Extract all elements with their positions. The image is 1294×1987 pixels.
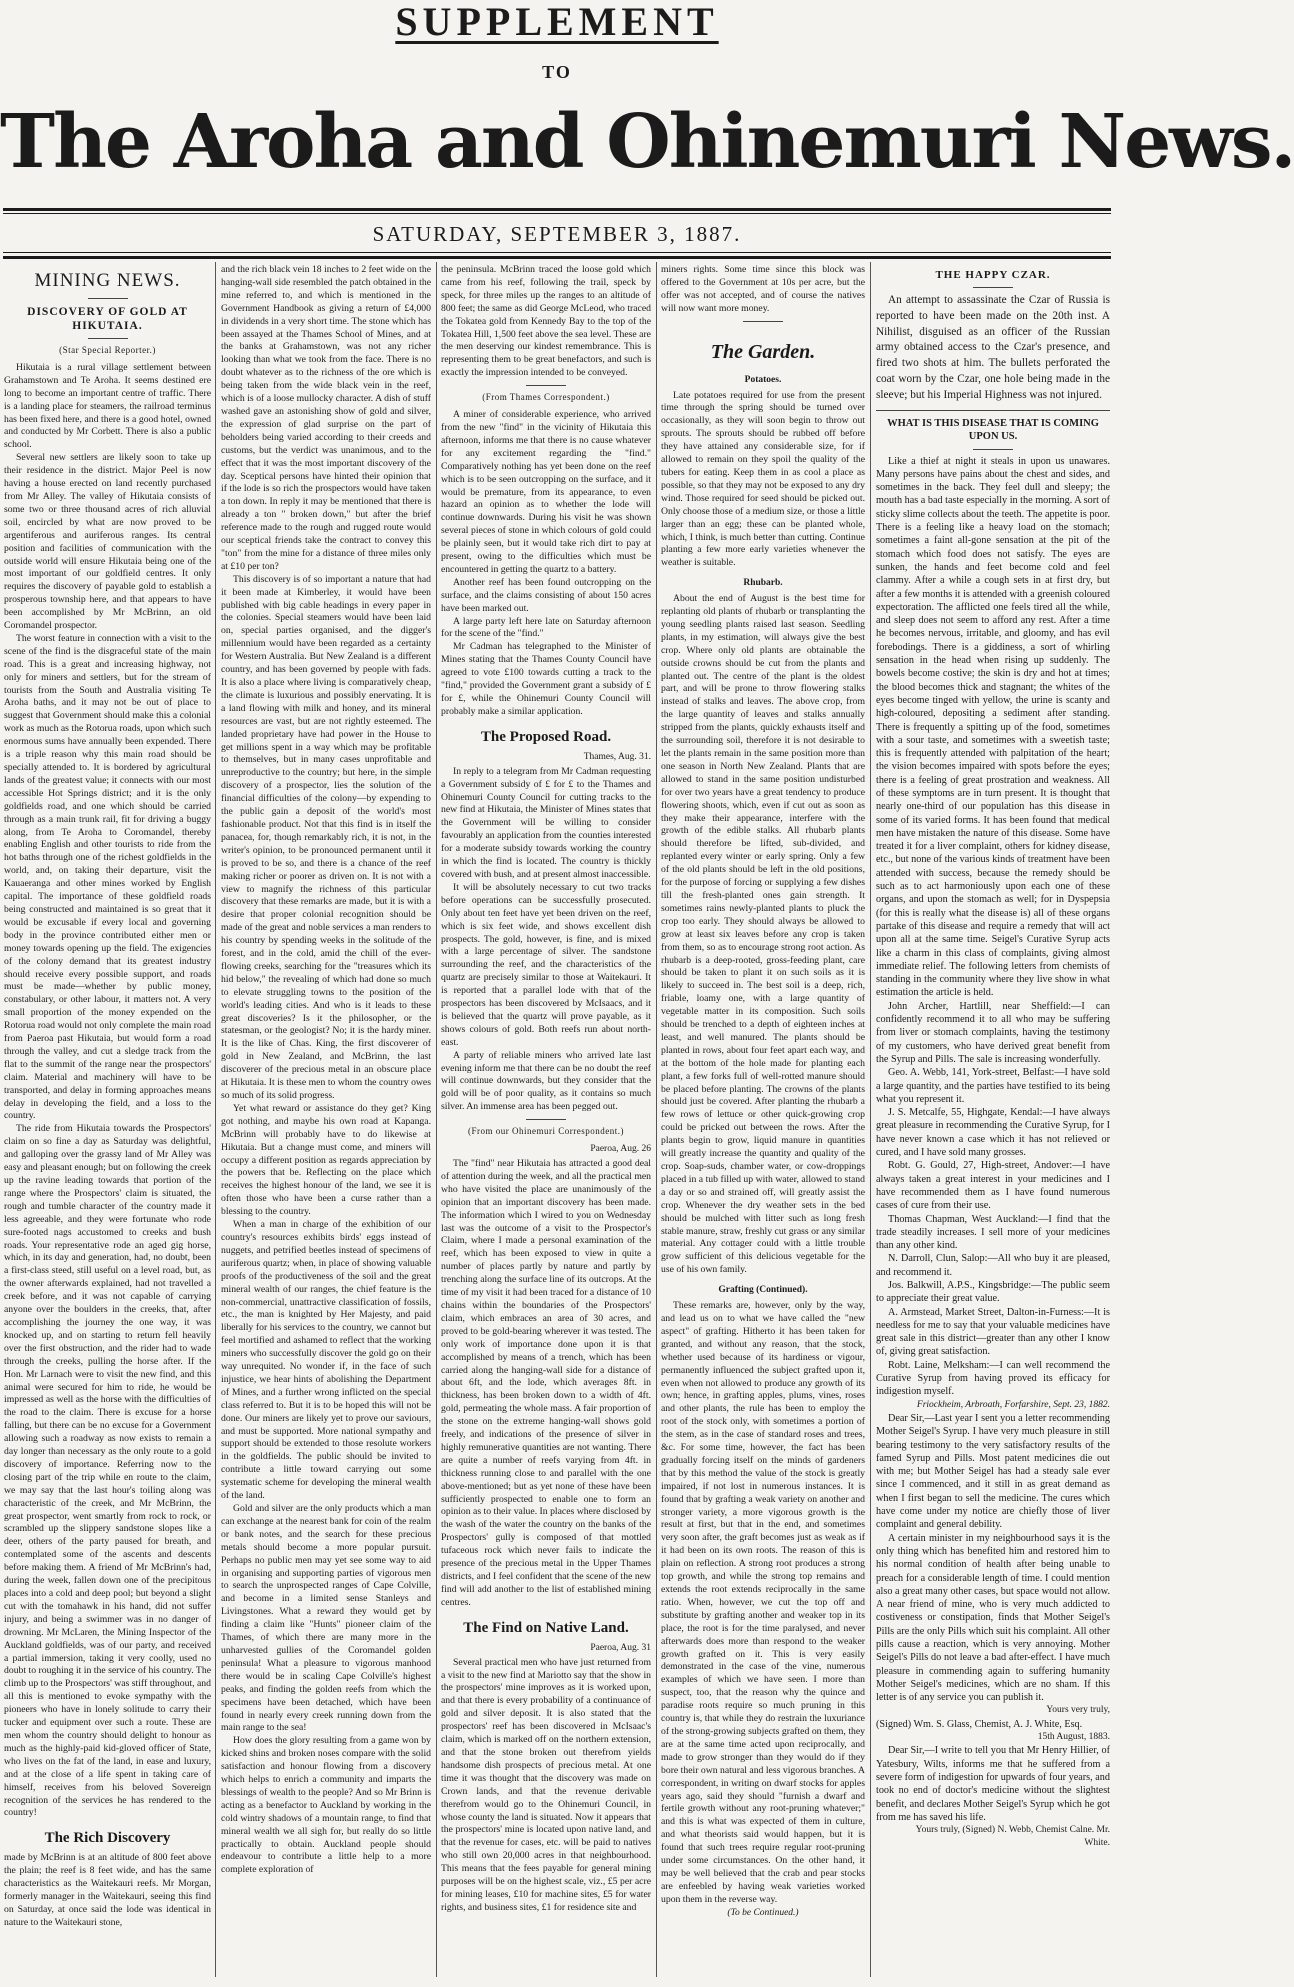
divider: [526, 1119, 566, 1120]
masthead-rule-top: [3, 208, 1111, 211]
paragraph: Yet what reward or assistance do they get? King got nothing, and maybe his own road at Kapanga. McBrinn will probably have to do likewise at Hikutaia. But a change must come, and miners will occupy a different position as regards appreciation by the powers that be. Reflecting on the place which receives the highest honour of the land, we see it is often those who have been a curse rather than a blessing to the country.: [221, 1102, 431, 1218]
paragraph: Dear Sir,—I write to tell you that Mr Henry Hillier, of Yatesbury, Wilts, informs me that he suffered from a severe form of indigestion for upwards of four years, and took no end of doctor's medicine without the slightest benefit, and declares Mother Seigel's Syrup which he got from me has saved his life.: [876, 1745, 1110, 1823]
article-heading: DISCOVERY OF GOLD AT HIKUTAIA.: [27, 306, 188, 332]
article-heading: WHAT IS THIS DISEASE THAT IS COMING UPON US.: [887, 417, 1099, 442]
paragraph: Gold and silver are the only products which a man can exchange at the nearest bank for coin of the realm or bank notes, and the search for these precious metals should become a more popular pursuit. Perhaps no public men may yet see some way to aid in organising and supporting parties of vigorous men to search the unprospected ranges of Cape Colville, and become in a limited sense Stanleys and Livingstones. What a reward they would get by finding a claim like "Hunts" pioneer claim of the Thames, of which there are many more in the unharvested gullies of the Coromandel golden peninsula! What a pleasure to vigorous manhood there would be in scaling Cape Colville's highest peaks, and finding the golden reefs from which the specimens have been detached, which have been found in nearly every creek running down from the main range to the sea!: [221, 1503, 431, 1734]
paragraph: Robt. Laine, Melksham:—I can well recommend the Curative Syrup from having proved its efficacy for indigestion myself.: [876, 1359, 1110, 1398]
letter-place-date: Friockheim, Arbroath, Forfarshire, Sept. 23, 1882.: [916, 1399, 1110, 1410]
paragraph: Another reef has been found outcropping on the surface, and the claims consisting of about 150 acres have been marked out.: [441, 576, 651, 614]
divider: [876, 410, 1110, 411]
byline: (Star Special Reporter.): [59, 345, 156, 355]
paragraph: and the rich black vein 18 inches to 2 feet wide on the hanging-wall side resembled the patch obtained in the mine referred to, and which is mentioned in the Government Handbook as giving a return of £4,000 in dividends in a very short time. The stone which has been assayed at the Thames School of Mines, and at the banks at Grahamstown, was not any richer looking than what we took from the face. There is no doubt whatever as to the richness of the ore which is being taken from the wide black vein in the reef, which is of a loose mullocky character. A dish of stuff washed gave an astonishing show of gold and silver, the expression of glad surprise on the part of beholders being varied according to their creeds and customs, but the verdict was unanimous, and to the effect that it was the most important discovery of the day. Sceptical persons have hinted their opinion that if the lode is so rich the prospectors would have taken a ton down. In reply it may be mentioned that there is already a ton " broken down," but after the brief reference made to the rough and rugged route would our sceptical friends take the contract to convey this "ton" from the mine for a distance of three miles only at £10 per ton?: [221, 264, 431, 572]
divider: [526, 385, 566, 386]
paragraph: A party of reliable miners who arrived late last evening inform me that there can be no doubt the reef will continue downwards, but they consider that the gold will be of poor quality, as it contains so much silver. An immense area has been pegged out.: [441, 1049, 651, 1113]
divider: [743, 321, 783, 322]
dateline-rule-bottom: [3, 256, 1111, 259]
paragraph: Late potatoes required for use from the present time through the spring should be turned over occasionally, as they will soon begin to throw out sprouts. The sprouts should be rubbed off before they have attained any considerable size, for if allowed to remain on they spoil the quality of the tubers for eating. Keep them in as cool a place as possible, so that they may not be exposed to any dry wind. Those required for seed should be picked out. Only choose those of a medium size, or those a little larger than an egg; these can be planted whole, which, I think, is much better than cutting. Continue planting a few more early varieties whenever the weather is suitable.: [661, 389, 865, 569]
paragraph: How does the glory resulting from a game won by kicked shins and broken noses compare with the solid satisfaction and honour flowing from a discovery which helps to enrich a community and imparts the blessings of wealth to the people? And so Mr Brinn is acting as a benefactor to Auckland by working in the cold wintry shadows of a mountain range, to find that mineral wealth we all sigh for, but really do so little practically to obtain. Auckland people should endeavour to contribute a little help to a more complete exploration of: [221, 1735, 431, 1876]
column-mining-news: [4, 264, 211, 1976]
subheading: The Proposed Road.: [480, 728, 612, 745]
paragraph: This discovery is of so important a nature that had it been made at Kimberley, it would have been published with big cable headings in every paper in the colonies. Special steamers would have been laid on, special parties organised, and the digger's millennium would have been regarded as a certainty for Western Australia. But New Zealand is a different country, and has been governed by people with fads. It is also a place where living is comparatively cheap, the climate is luxurious and possibly enervating. It is a land flowing with milk and honey, and its mineral resources are vast, but are not rightly esteemed. The landed proprietary have had power in the House to get millions spent in a way which may be profitable to themselves, but in many cases unprofitable and unreproductive to the country; but here, in the simple discovery of a prospector, lies the solution of the financial difficulties of the colony—by expending to the public gain a deposit of the world's most fashionable product. Not that this find is in itself the panacea, for, though remarkably rich, it is not, in the writer's opinion, to be pronounced permanent until it is proved to be so, and there is a chance of the reef making richer or poorer as driven on. It is not with a view to magnify the richness of this particular discovery that these remarks are made, but it is with a desire that proper colonial recognition should be made of the great and noble services a man renders to his country by spending weeks in the solitude of the forest, and in the cold, amid the chill of the ever-flowing creeks, searching for the "treasures which its hid below," the revealing of which had done so much to elevate struggling towns to the position of the world's leading cities. And who is it leads to these great discoveries? Is it the philosopher, or the statesman, or the geologist? No; it is the hardy miner. It is the like of Chas. King, the first discoverer of gold in New Zealand, and McBrinn, the last discoverer of the precious metal in an obscure place at Hikutaia. It is these men to whom the country owes so much of its solid progress.: [221, 573, 431, 1101]
divider: [88, 338, 128, 339]
paragraph: An attempt to assassinate the Czar of Russia is reported to have been made on the 20th inst. A Nihilist, disguised as an officer of the Russian army obtained access to the Czar's presence, and fired two shots at him. The bullets perforated the coat worn by the Czar, one hole being made in the sleeve; but his Imperial Highness was not injured.: [876, 294, 1110, 401]
paragraph: John Archer, Hartlill, near Sheffield:—I can confidently recommend it to all who may be suffering from liver or stomach complaints, having the testimony of my customers, who have derived great benefit from the Syrup and Pills. The sale is increasing wonderfully.: [876, 1000, 1110, 1065]
dateline-rule-thin: [3, 252, 1111, 253]
masthead: The Aroha and Ohinemuri News.: [0, 99, 1294, 185]
subheading: Grafting (Continued).: [718, 1285, 808, 1296]
letter-signoff: Yours very truly,: [1046, 1705, 1110, 1716]
paragraph: Dear Sir,—Last year I sent you a letter recommending Mother Seigel's Syrup. I have very much pleasure in still bearing testimony to the very satisfactory results of the famed Syrup and Pills. Most patent medicines die out with me; but Mother Seigel has had a steady sale ever since I commenced, and it still in as great demand as when I first began to sell the medicine. The cures which have come under my notice are chiefly those of liver complaint and general debility.: [876, 1412, 1110, 1531]
column-divider: [870, 262, 871, 1977]
paragraph: Thomas Chapman, West Auckland:—I find that the trade steadily increases. I sell more of your medicines than any other kind.: [876, 1213, 1110, 1252]
continued-note: (To be Continued.): [727, 1907, 799, 1918]
column-czar-and-disease: [876, 264, 1110, 1976]
column-garden: [661, 264, 865, 1976]
byline: (From our Ohinemuri Correspondent.): [468, 1126, 624, 1137]
paragraph: Jos. Balkwill, A.P.S., Kingsbridge:—The public seem to appreciate their great value.: [876, 1279, 1110, 1305]
subheading: Rhubarb.: [743, 578, 783, 589]
paragraph: Like a thief at night it steals in upon us unawares. Many persons have pains about the chest and sides, and sometimes in the back. They feel dull and sleepy; the mouth has a bad taste especially in the morning. A sort of sticky slime collects about the teeth. The appetite is poor. There is a feeling like a heavy load on the stomach; sometimes a faint all-gone sensation at the pit of the stomach which food does not satisfy. The eyes are sunken, the hands and feet become cold and feel clammy. After a while a cough sets in at first dry, but after a few months it is attended with a greenish coloured expectoration. The afflicted one feels tired all the while, and sleep does not seem to afford any rest. After a time he becomes nervous, irritable, and gloomy, and has evil forebodings. There is a giddiness, a sort of whirling sensation in the head when rising up suddenly. The bowels become costive; the skin is dry and hot at times; the blood becomes thick and stagnant; the whites of the eyes become tinged with yellow, the urine is scanty and high-coloured, depositing a sediment after standing. There is frequently a spitting up of the food, sometimes with a sour taste, and sometimes with a sweetish taste; this is frequently attended with palpitation of the heart; the vision becomes impaired with spots before the eyes; there is a feeling of great prostration and weakness. All of these symptoms are in turn present. It is thought that nearly one-third of our population has this disease in some of its varied forms. It has been found that medical men have mistaken the nature of this disease. Some have treated it for a liver complaint, others for kidney disease, etc., but none of the various kinds of treatment have been attended with success, because the remedy should be such as to act harmoniously upon each one of these organs, and upon the stomach as well; for in Dyspepsia (for this is really what the disease is) all of these organs partake of this disease and require a remedy that will act upon all at the same time. Seigel's Curative Syrup acts like a charm in this class of complaints, giving almost immediate relief. The following letters from chemists of standing in the community where they live show in what estimation the article is held.: [876, 455, 1110, 999]
paragraph: miners rights. Some time since this block was offered to the Government at 10s per acre, but the offer was not accepted, and of course the natives will now want more money.: [661, 264, 865, 314]
dateline-place: Thames, Aug. 31.: [583, 751, 651, 762]
paragraph: Several practical men who have just returned from a visit to the new find at Mariotto say that the show in the prospectors' mine improves as it is worked upon, and that there is every probability of a continuance of gold and silver deposit. It is also stated that the prospectors' reef has been discovered in McIsaac's claim, which is marked off on the northern extension, and that the stone broken out therefrom yields handsome dish prospects of precious metal. At one time it was thought that the discovery was made on Crown lands, and that the revenue derivable therefrom would go to the Ohinemuri Council, in whose county the land is situated. Now it appears that the prospectors' mine is located upon native land, and that the revenue for cases, etc. will be paid to natives who still own 20,000 acres in that neighbourhood. This means that the fees payable for general mining purposes will be on the highest scale, viz., £5 per acre for mining leases, £10 for machine sites, £5 for water rights, and business sites, £1 for residence site and: [441, 1656, 651, 1913]
letter-date: 15th August, 1883.: [1037, 1732, 1110, 1743]
subheading: Potatoes.: [744, 374, 782, 385]
byline: (From Thames Correspondent.): [482, 392, 610, 403]
dateline-place: Paeroa, Aug. 26: [590, 1144, 651, 1155]
article-heading: THE HAPPY CZAR.: [935, 269, 1051, 281]
subheading: The Find on Native Land.: [463, 1619, 629, 1636]
paragraph: A large party left here late on Saturday afternoon for the scene of the "find.": [441, 615, 651, 640]
paragraph: A certain minister in my neighbourhood says it is the only thing which has benefited him and restored him to his normal condition of health after being unable to preach for a considerable length of time. I could mention also a great many other cases, but space would not allow. A near friend of mine, who is very much addicted to costiveness or constipation, finds that Mother Seigel's Pills are the only Pills which suit his complaint. All other pills cause a reaction, which is very annoying. Mother Seigel's Pills do not leave a bad after-effect. I have much pleasure in commending again to suffering humanity Mother Seigel's medicines, which are no sham. If this letter is of any service you can publish it.: [876, 1532, 1110, 1704]
garden-heading: The Garden.: [710, 340, 816, 363]
supplement-title: SUPPLEMENT: [395, 0, 719, 44]
paragraph: Several new settlers are likely soon to take up their residence in the district. Major Peel is now having a house erected on land recently purchased from Mr Alley. The valley of Hikutaia consists of some two or three thousand acres of rich alluvial soil, encircled by what are now proved to be argentiferous and auriferous ranges. Its central position and facilities of communication with the outside world will ensure Hikutaia being one of the most important of our goldfield centres. It only requires the discovery of payable gold to establish a prosperous township here, and that appears to have been accomplished by Mr McBrinn, an old Coromandel prospector.: [4, 452, 211, 632]
masthead-rule-top-thin: [3, 213, 1111, 214]
paragraph: It will be absolutely necessary to cut two tracks before operations can be successfully prosecuted. Only about ten feet have yet been driven on the reef, which is six feet wide, and shows excellent dish prospects. The gold, however, is fine, and is mixed with a large percentage of silver. The sandstone surrounding the reef, and the characteristics of the quartz are precisely similar to those at Waitekauri. It is reported that a parallel lode with that of the prospectors has been discovered by McIsaacs, and it is believed that the quartz will prove payable, as it shows colours of gold. Both reefs run about north-east.: [441, 881, 651, 1048]
divider: [973, 449, 1013, 450]
paragraph: Hikutaia is a rural village settlement between Grahamstown and Te Aroha. It seems destined ere long to become an important centre of traffic. There is a landing place for steamers, the railroad terminus has been fixed here, and there is a good hotel, owned and conducted by Mr Corbett. There is also a public school.: [4, 361, 211, 451]
letter-signature: Yours truly, (Signed) N. Webb, Chemist Calne. Mr. White.: [915, 1825, 1110, 1849]
paragraph: J. S. Metcalfe, 55, Highgate, Kendal:—I have always great pleasure in recommending the Curative Syrup, for I have never known a case which it has not relieved or cured, and I have sold many grosses.: [876, 1107, 1110, 1159]
divider: [88, 298, 128, 299]
paragraph: In reply to a telegram from Mr Cadman requesting a Government subsidy of £ for £ to the Thames and Ohinemuri County Council for cutting tracks to the new find at Hikutaia, the Minister of Mines states that the Government will be willing to consider favourably an application from the counties interested for a moderate subsidy towards working the country in which the find is located. The country is thickly covered with bush, and at present almost inaccessible.: [441, 765, 651, 880]
letter-signature: (Signed) Wm. S. Glass, Chemist, A. J. White, Esq.: [876, 1718, 1083, 1730]
column-divider: [436, 262, 437, 1977]
section-title: MINING NEWS.: [34, 270, 181, 291]
paragraph: The worst feature in connection with a visit to the scene of the find is the disgraceful state of the main road. This is a great and increasing highway, not only for miners and settlers, but for the stream of tourists from the South and Australia visiting Te Aroha baths, and it may not be out of place to suggest that Government should make this a colonial work as much as the Rotorua roads, upon which such enormous sums have annually been expended. There is a triple reason why this main road should be specially attended to. It is bordered by agricultural lands of the greatest value; it connects with our most accessible Hot Springs district; and it is the only goldfields road, and one which should be carried through as a main trunk rail, fit for driving a buggy along, from Te Aroha to Coromandel, thereby enabling English and other tourists to ride from the hot baths through one of the richest goldfields in the world, and, on taking their departure, visit the Kauaeranga and other mines worked by English capital. The importance of these goldfield roads being constructed and maintained is so great that it would be excusable if every local and governing body in the province contributed either men or money towards opening up the field. The exigencies of the colony demand that its greatest industry should receive every possible support, and roads must be made—whether by public money, constabulary, or other labour, it matters not. A very small proportion of the money expended on the Rotorua road would not only complete the main road from Paeroa past Hikutaia, but would form a road through the valley, and cut a sledge track from the flat to the summit of the range near the prospectors' claim. Material and machinery will have to be transported, and delay in forming approaches means delay in developing the field, and a loss to the country.: [4, 632, 211, 1122]
paragraph: The ride from Hikutaia towards the Prospectors' claim on so fine a day as Saturday was delightful, and galloping over the grassy land of Mr Alley was easy and pleasant enough; but on following the creek up the ravine leading towards that portion of the range where the Prospectors' claim is situated, the rough and tumble character of the country made it less agreeable, and they were fortunate who rode sure-footed nags accustomed to creeks and bush roads. Your representative rode an aged gig horse, which, in its day and generation, had, no doubt, been a first-class steed, still useful on a level road, but, as the owner afterwards explained, had not travelled a creek before, and it was not capable of carrying anyone over the boulders in the creeks, that, after accomplishing the journey the one way, it was knocked up, and on starting to return fell heavily over the first obstruction, and the rider had to wade through the creeks, pulling the horse after. If the Hon. Mr Larnach were to visit the new find, and this animal were secured for him to ride, he would be impressed as well as the horse with the difficulties of the road to the claim. There is excuse for a horse falling, but there can be no excuse for a Government allowing such a roadway as now exists to remain a day longer than necessary as the only route to a gold discovery of importance. Referring now to the closing part of the trip while en route to the claim, we may say that the last hour's toiling along was characteristic of the creek, and Mr McBrinn, the great prospector, went smartly from rock to rock, or scrambled up the slippery sandstone slopes like a deer, others of the party paused for breath, and contemplated some of the ascents and descents before making them. A friend of Mr McBrinn's had, during the week, fallen down one of the precipitous places into a cold and deep pool; but beyond a slight cut with the tomahawk in his hand, did not suffer injury, and being a swimmer was in no danger of drowning. Mr McLaren, the Mining Inspector of the Auckland goldfields, was of our party, and received a partial immersion, taking it very coolly, used no doubt to roughing it in the service of his country. The climb up to the Prospectors' was stiff throughout, and all this is mentioned to evoke sympathy with the pioneers who have in lonely solitude to carry their tucker and equipment over such a route. These are men whom the country should delight to honour as much as the highly-paid kid-gloved officer of State, who lives on the fat of the land, in ease and luxury, and at the close of a life spent in taking care of himself, receives from his beloved Sovereign recognition of the services he has rendered to the country!: [4, 1123, 211, 1819]
paragraph: the peninsula. McBrinn traced the loose gold which came from his reef, following the trail, speck by speck, for three miles up the ranges to an altitude of 800 feet; the same as did George McLeod, who traced the Tokatea gold from Kennedy Bay to the top of the Tokatea Hill, 1,500 feet above the sea level. These are the men deserving our kindest remembrance. This is representing them to be great benefactors, and such is exactly the impression intended to be conveyed.: [441, 264, 651, 379]
column-divider: [656, 262, 657, 1977]
column-mining-reports: [441, 264, 651, 1976]
paragraph: A miner of considerable experience, who arrived from the new "find" in the vicinity of Hikutaia this afternoon, informs me that there is no cause whatever for any excitement regarding the "find." Comparatively nothing has yet been done on the reef which is to be seen outcropping on the surface, and it would be premature, from its appearance, to even hazard an opinion as to whether the lode will continue downwards. During his visit he was shown several pieces of stone in which colours of gold could be plainly seen, but it would take rich dirt to pay at present, owing to the difficulties which must be encountered in getting the quartz to a battery.: [441, 409, 651, 575]
paragraph: Geo. A. Webb, 141, York-street, Belfast:—I have sold a large quantity, and the parties have testified to its being what you represent it.: [876, 1067, 1110, 1105]
paragraph: Robt. G. Gould, 27, High-street, Andover:—I have always taken a great interest in your medicines and I have recommended them as I have found numerous cases of cure from their use.: [876, 1160, 1110, 1212]
dateline-place: Paeroa, Aug. 31: [590, 1642, 651, 1653]
paragraph: These remarks are, however, only by the way, and lead us on to what we have called the "new aspect" of grafting. Hitherto it has been taken for granted, and without any reason, that the stock, whether used because of its hardiness or vigour, permanently influenced the subject grafted upon it, even when not allowed to produce any growth of its own; hence, in grafting apples, plums, vines, roses and other plants, the rule has been to employ the root of the stock only, with sometimes a portion of the stem, as in the case of standard roses and trees, &c. For some time, however, the fact has been gradually forcing itself on the minds of gardeners that by this method the value of the stock is greatly impaired, if not lost in numerous instances. It is found that by grafting a weak variety on another and stronger variety, a more vigorous growth is the result at first, but that in the end, and sometimes very soon after, the graft becomes just as weak as if it had been on its own roots. The reason of this is plain on reflection. A strong root produces a strong top growth, and while the strong top remains and extends the root extends reciprocally in the same ratio. When, however, we cut the top off and substitute by grafting another and weaker top in its place, the root is for the time paralysed, and never afterwards does more than respond to the weaker growth grafted on it. This is very easily demonstrated in the case of the vine, numerous examples of which we have seen. I more than suspect, too, that the reason why the quince and paradise roots require so much pruning in this country is, that while they do restrain the luxuriance of the strong-growing subjects grafted on them, they are at the same time acted upon reciprocally, and made to grow stronger than they would do if they bore their own natural and less vigorous branches. A correspondent, in writing on dwarf stocks for apples years ago, said they should "furnish a dwarf and fertile growth without any root-pruning whatever;" and this is what was expected of them in culture, and what theorists said would happen, but it is found that such trees require regular root-pruning under some circumstances. On the other hand, it may be well believed that the crab and pear stocks are enfeebled by having weak varieties worked upon them in the reverse way.: [661, 1300, 865, 1905]
paragraph: About the end of August is the best time for replanting old plants of rhubarb or transplanting the young seedling plants raised last season. Seedling plants, in my estimation, will always give the best crop. Where only old plants are obtainable the outside crowns should be cut from the plants and planted out. The centre of the plant is the oldest part, and will be prone to throw flowering stalks instead of stalks and leaves. The above crop, from the large quantity of leaves and stalks annually stripped from the plants, quickly exhausts itself and the surrounding soil, therefore it is not desirable to let the plants remain in the same position more than one season in North New Zealand. Plants that are allowed to stand in the same position undisturbed for over two years have a great tendency to produce flowering shoots, which, even if cut out as soon as they make their appearance, interfere with the growth of the edible stalks. All rhubarb plants should therefore be lifted, sub-divided, and replanted every winter or early spring. Only a few of the old plants should be left in the old positions, for the purpose of forcing or supplying a few dishes till the fresh-planted ones gain strength. It sometimes rains newly-planted plants to pluck the crop too early. They should always be allowed to grow at least six leaves before any crop is taken from them, so as to encourage strong root action. As rhubarb is a deep-rooted, gross-feeding plant, care should be taken to plant it on such soils as it is likely to succeed in. The best soil is a deep, rich, friable, loamy one, with a large quantity of vegetable matter in its composition. Such soils should be trenched to a depth of eighteen inches at least, and well manured. The plants should be planted in rows, about four feet apart each way, and at the bottom of the hole made for planting each plant, a few forks full of well-rotted manure should be placed before planting. The crowns of the plants should just be covered. After planting the rhubarb a few rows of lettuce or other quick-growing crop could be pricked out between the rows. After the plants begin to grow, liquid manure in quantities will greatly increase the quantity and quality of the crop. Soap-suds, chamber water, or cow-droppings placed in a tub filled up with water, allowed to stand a day or so and strained off, will greatly assist the crop. Whenever the dry weather sets in the bed should be mulched with litter such as long fresh stable manure, straw, freshly cut grass or any similar material. Any cottager could with a little trouble grow sufficient of this delicious vegetable for the use of his own family.: [661, 593, 865, 1276]
subheading: The Rich Discovery: [44, 1830, 171, 1847]
column-divider: [215, 262, 216, 1977]
supplement-to: TO: [542, 62, 572, 82]
divider: [973, 287, 1013, 288]
column-mining-continued: [221, 264, 431, 1976]
paragraph: made by McBrinn is at an altitude of 800 feet above the plain; the reef is 8 feet wide, and has the same characteristics as the Waitekauri reefs. Mr Morgan, formerly manager in the Waitekauri, seeing this find on Saturday, at once said the lode was identical in nature to the Waitekauri stone,: [4, 1852, 211, 1928]
paragraph: Mr Cadman has telegraphed to the Minister of Mines stating that the Thames County Council have agreed to vote £100 towards cutting a track to the "find," provided the Government grant a subsidy of £ for £, while the Ohinemuri County Council will probably make a similar application.: [441, 641, 651, 717]
dateline: SATURDAY, SEPTEMBER 3, 1887.: [372, 222, 742, 246]
paragraph: The "find" near Hikutaia has attracted a good deal of attention during the week, and all the practical men who have visited the place are unanimously of the opinion that an important discovery has been made. The information which I wired to you on Wednesday last was the outcome of a visit to the Prospector's Claim, where I made a personal examination of the reef, which has been exposed to view in quite a number of places partly by nature and partly by trenching along the surface line of its outcrops. At the time of my visit it had been traced for a distance of 10 chains within the boundaries of the Prospectors' claim, which embraces an area of 30 acres, and proved to be gold-bearing wherever it was tested. The only work of importance done upon it is that accomplished by means of a trench, which has been carried along the hanging-wall side for a distance of about 6ft, and the lode, which averages 8ft. in thickness, has been broken down to a width of 4ft. gold, permeating the whole mass. A fair proportion of the stone on the extreme hanging-wall shows gold freely, and indications of the presence of silver in highly remunerative quantities are not wanting. There are quite a number of reefs varying from 4ft. in thickness running close to and parallel with the one above-mentioned; but as yet none of these have been sufficiently prospected to enable one to form an opinion as to their value. In places where disclosed by the wash of the water the country on the banks of the Prospectors' gully is composed of that mottled tufaceous rock which never fails to indicate the presence of the precious metal in the Upper Thames districts, and I feel confident that the scene of the new find will add another to the list of established mining centres.: [441, 1158, 651, 1608]
paragraph: When a man in charge of the exhibition of our country's resources exhibits birds' eggs instead of nuggets, and petrified beetles instead of specimens of auriferous quartz; when, in place of showing valuable proofs of the productiveness of the soil and the great mineral wealth of our ranges, the chief feature is the non-commercial, unattractive classification of fossils, etc., the man is knighted by Her Majesty, and paid liberally for his services to the country, we cannot but feel mortified and ashamed to reflect that the working miners who successfully discover the gold go on their way unrequited. No wonder if, in the face of such injustice, we hear hints of abolishing the Department of Mines, and a further wrong inflicted on the special class referred to. But it is to be hoped this will not be done. Our miners are likely yet to prove our saviours, and must be supported. More national sympathy and support should be extended to those resolute workers in the goldfields. The public should be invited to contribute a little toward carrying out some systematic scheme for developing the mineral wealth of the land.: [221, 1219, 431, 1502]
paragraph: N. Darroll, Clun, Salop:—All who buy it are pleased, and recommend it.: [876, 1253, 1110, 1278]
paragraph: A. Armstead, Market Street, Dalton-in-Furness:—It is needless for me to say that your valuable medicines have great sale in this district—greater than any other I know of, giving great satisfaction.: [876, 1306, 1110, 1358]
